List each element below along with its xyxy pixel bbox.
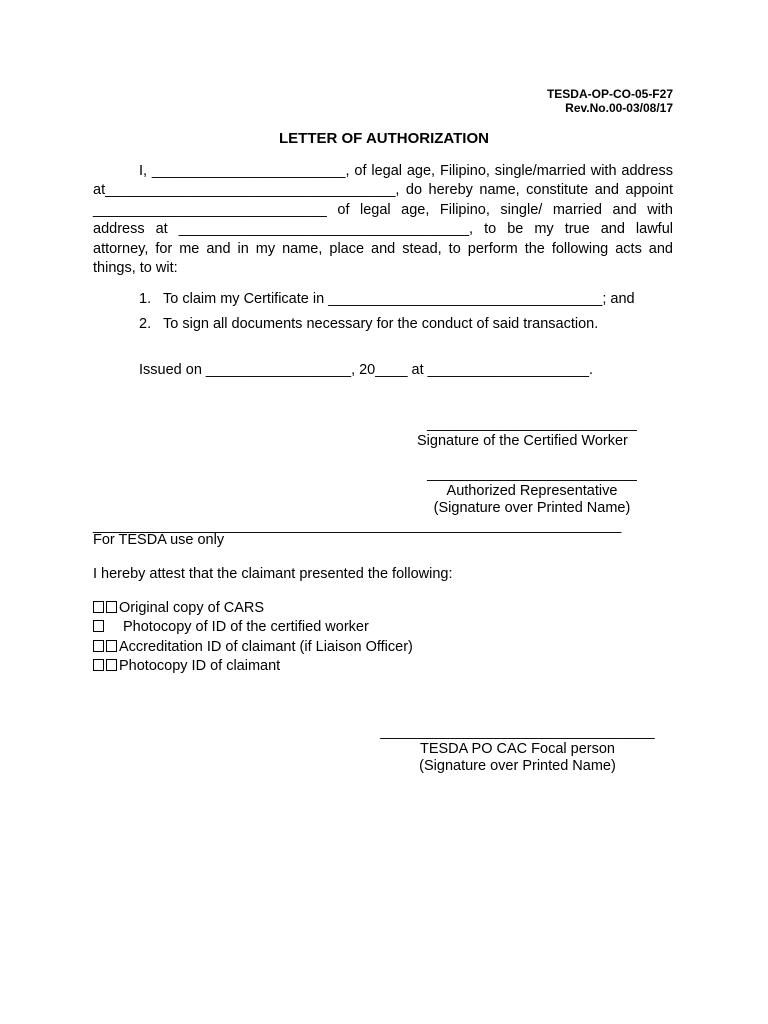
checklist-item xyxy=(93,599,413,618)
attest-statement: I hereby attest that the claimant presented the following: xyxy=(93,566,453,582)
representative-signature-block xyxy=(417,466,647,517)
checkbox-icon[interactable] xyxy=(106,659,117,671)
issued-line: Issued on __________________, 20____ at ____________________. xyxy=(139,362,593,378)
checkbox-icon[interactable] xyxy=(106,601,117,613)
tesda-use-heading: For TESDA use only xyxy=(93,532,225,548)
list-number: 2. xyxy=(139,316,152,332)
representative-label: Authorized Representative xyxy=(446,483,618,499)
requirements-checklist xyxy=(93,599,413,676)
checklist-label: Accreditation ID of claimant (if Liaison Officer) xyxy=(119,638,413,655)
checklist-label: Photocopy ID of claimant xyxy=(119,657,281,674)
document-title: LETTER OF AUTHORIZATION xyxy=(279,130,489,147)
list-item-sign xyxy=(139,316,598,332)
checklist-label: Photocopy of ID of the certified worker xyxy=(123,619,369,636)
paragraph-text: I, ________________________, of legal age, Filipino, single/married with address at____________________________________, do hereby name, constitute and appoint _____________________________ of legal age, Filipino, single/ married and with address at ____________________________________, to be my true and lawful attorney, for me and in my name, place and stead, to perform the following acts and things, to wit: xyxy=(93,163,673,277)
worker-signature-label: Signature of the Certified Worker xyxy=(417,433,628,449)
signature-line: __________________________________ xyxy=(380,724,655,740)
form-code-block xyxy=(547,87,673,115)
authorization-paragraph xyxy=(93,162,673,278)
checklist-item xyxy=(93,657,413,676)
checkbox-icon[interactable] xyxy=(106,640,117,652)
checkbox-icon[interactable] xyxy=(93,601,104,613)
list-item-claim xyxy=(139,291,635,307)
form-revision: Rev.No.00-03/08/17 xyxy=(565,101,673,115)
list-text: To sign all documents necessary for the conduct of said transaction. xyxy=(163,316,599,332)
focal-sublabel: (Signature over Printed Name) xyxy=(419,758,616,774)
signature-line: __________________________ xyxy=(427,466,637,482)
checkbox-icon[interactable] xyxy=(93,640,104,652)
section-divider: ____________________________________________________________________ xyxy=(93,518,621,534)
list-number: 1. xyxy=(139,291,152,307)
focal-signature-block xyxy=(370,724,665,775)
representative-sublabel: (Signature over Printed Name) xyxy=(433,500,631,516)
checkbox-icon[interactable] xyxy=(93,620,104,632)
worker-signature-block xyxy=(417,416,647,450)
checklist-label: Original copy of CARS xyxy=(119,600,265,616)
checklist-item xyxy=(93,618,413,637)
signature-line: __________________________ xyxy=(427,416,637,432)
form-code: TESDA-OP-CO-05-F27 xyxy=(546,87,673,101)
checklist-item xyxy=(93,638,413,657)
focal-label: TESDA PO CAC Focal person xyxy=(419,741,615,757)
checkbox-icon[interactable] xyxy=(93,659,104,671)
list-text: To claim my Certificate in __________________________________; and xyxy=(163,291,635,307)
